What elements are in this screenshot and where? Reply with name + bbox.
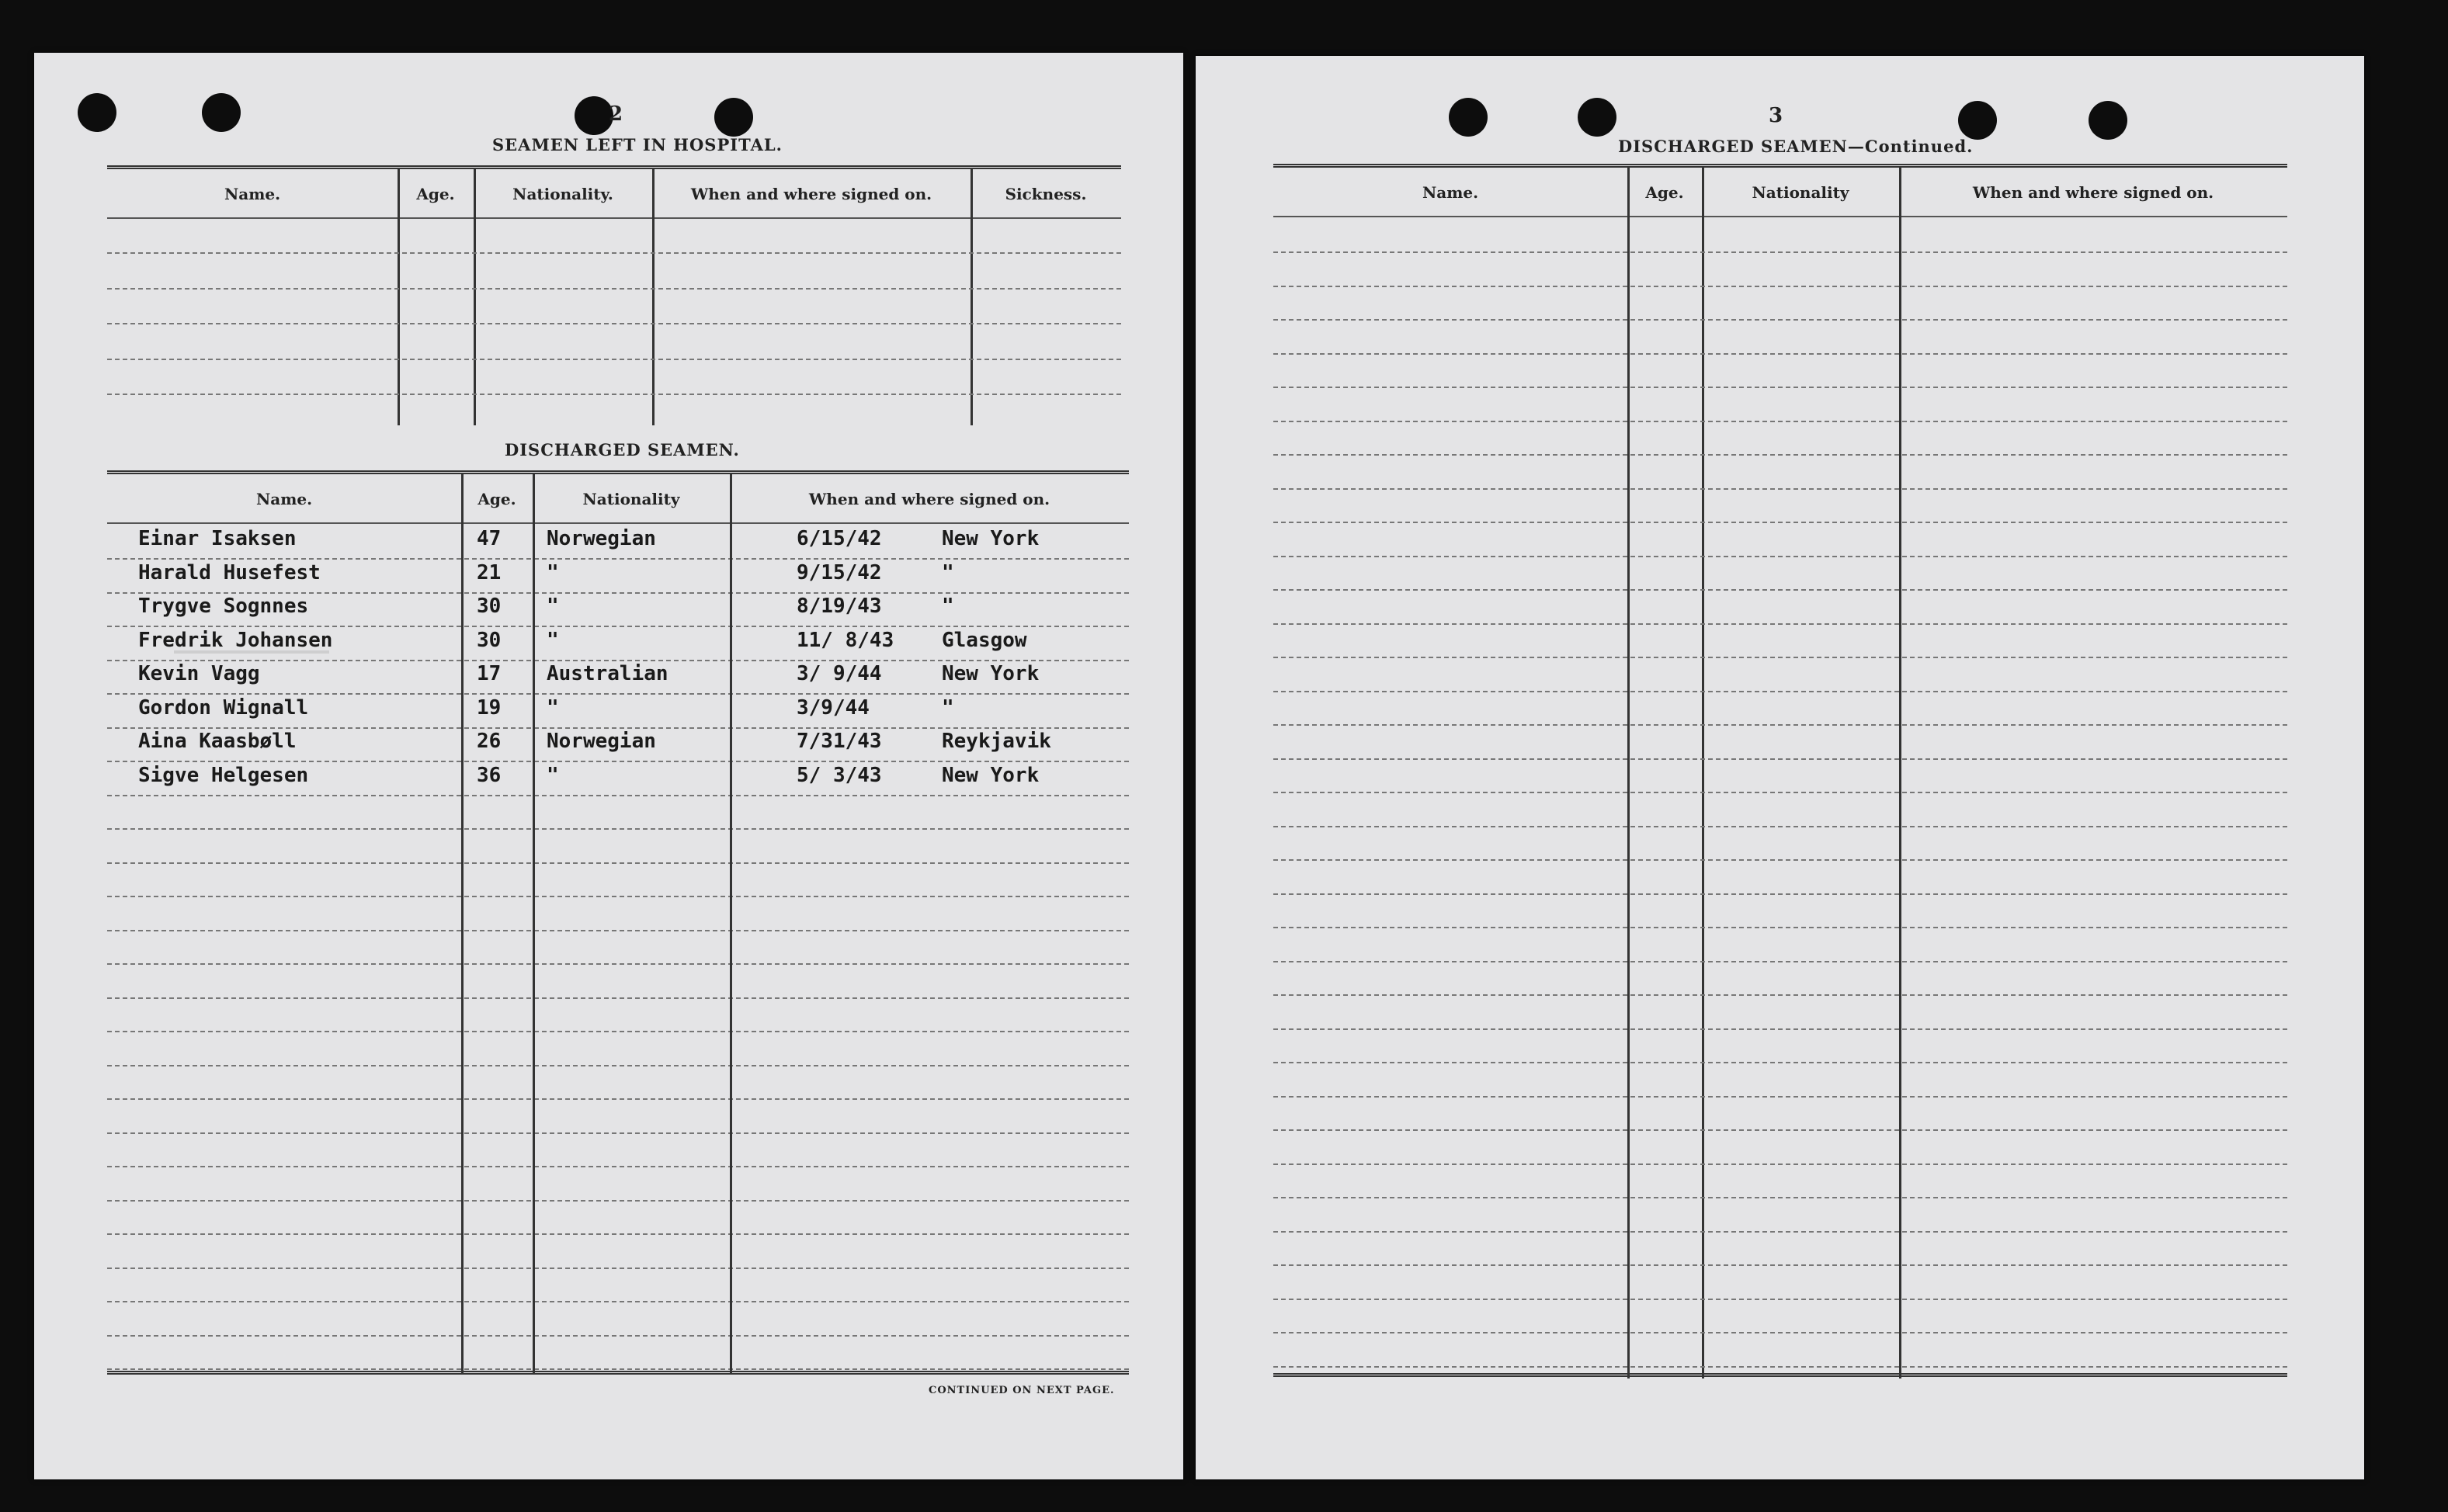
ruled-line — [1273, 691, 2287, 692]
seaman-nationality: " — [547, 560, 559, 584]
signed-on-date: 5/ 3/43 — [797, 763, 882, 787]
signed-on-place: New York — [942, 527, 1040, 550]
discharged-table-header — [107, 474, 1129, 524]
punch-hole — [202, 93, 241, 132]
column-divider — [652, 169, 655, 425]
ruled-line — [1273, 724, 2287, 726]
ruled-line — [1273, 1264, 2287, 1266]
seaman-age: 21 — [477, 560, 502, 584]
bleed-through — [174, 650, 329, 654]
ruled-line — [1273, 1163, 2287, 1165]
table-row — [107, 561, 1129, 592]
signed-on-date: 3/9/44 — [797, 695, 870, 720]
table-bottom-rule — [107, 1371, 1129, 1375]
col-header-nationality: Nationality — [1752, 183, 1849, 202]
seaman-name: Gordon Wignall — [138, 695, 309, 720]
ruled-line — [107, 1335, 1129, 1337]
signed-on-place: " — [942, 595, 954, 618]
ruled-line — [1273, 893, 2287, 895]
punch-hole — [1958, 101, 1997, 140]
table-row — [107, 527, 1129, 558]
seaman-name: Einar Isaksen — [138, 527, 297, 550]
column-divider — [474, 169, 476, 425]
seaman-name: Sigve Helgesen — [138, 763, 309, 787]
punch-hole — [2089, 101, 2127, 140]
ruled-line — [107, 558, 1129, 560]
ruled-line — [107, 693, 1129, 695]
continued-section-title: DISCHARGED SEAMEN—Continued. — [1618, 137, 1974, 156]
col-header-signed-on: When and where signed on. — [690, 185, 932, 203]
col-header-nationality: Nationality — [582, 490, 680, 508]
ruled-line — [107, 997, 1129, 999]
ruled-line — [107, 1368, 1129, 1370]
ruled-line — [107, 1268, 1129, 1269]
page-number: 2 — [609, 102, 623, 126]
ruled-line — [107, 1065, 1129, 1066]
table-row — [107, 595, 1129, 626]
signed-on-place: Glasgow — [942, 628, 1027, 652]
seaman-nationality: Norwegian — [547, 730, 656, 753]
ruled-line — [1273, 859, 2287, 861]
col-header-age: Age. — [416, 185, 455, 203]
seaman-nationality: " — [547, 695, 559, 720]
table-bottom-rule — [1273, 1373, 2287, 1377]
column-divider — [971, 169, 973, 425]
seaman-age: 26 — [477, 730, 502, 753]
hospital-table-header — [107, 169, 1121, 219]
ruled-line — [1273, 927, 2287, 928]
col-header-nationality: Nationality. — [512, 185, 613, 203]
seaman-age: 19 — [477, 695, 502, 720]
ruled-line — [107, 896, 1129, 897]
ruled-line — [107, 359, 1121, 360]
ruled-line — [1273, 1129, 2287, 1131]
ruled-line — [1273, 961, 2287, 962]
column-divider — [398, 169, 400, 425]
ruled-line — [1273, 286, 2287, 287]
col-header-age: Age. — [1645, 183, 1684, 202]
seaman-age: 30 — [477, 595, 502, 618]
ruled-line — [107, 1132, 1129, 1134]
punch-hole — [1449, 98, 1488, 137]
ruled-line — [1273, 1028, 2287, 1030]
seaman-nationality: " — [547, 595, 559, 618]
ruled-line — [1273, 353, 2287, 355]
ruled-line — [107, 1166, 1129, 1167]
page-number: 3 — [1769, 104, 1783, 127]
ruled-line — [107, 1233, 1129, 1235]
ruled-line — [1273, 387, 2287, 388]
seaman-name: Kevin Vagg — [138, 662, 260, 685]
col-header-name: Name. — [1422, 183, 1479, 202]
ruled-line — [1273, 994, 2287, 996]
discharged-table — [107, 470, 1129, 1375]
left-page — [34, 53, 1183, 1479]
punch-hole — [714, 98, 753, 137]
seaman-name: Harald Husefest — [138, 560, 321, 584]
table-row — [107, 629, 1129, 660]
punch-hole — [78, 93, 116, 132]
ruled-line — [107, 795, 1129, 796]
signed-on-date: 11/ 8/43 — [797, 628, 894, 652]
ruled-line — [1273, 1197, 2287, 1198]
col-header-signed-on: When and where signed on. — [1972, 183, 2214, 202]
ruled-line — [107, 1098, 1129, 1100]
seaman-name: Aina Kaasbøll — [138, 730, 297, 753]
ruled-line — [1273, 421, 2287, 422]
ruled-line — [1273, 319, 2287, 321]
seaman-age: 30 — [477, 628, 502, 652]
ruled-line — [107, 761, 1129, 762]
discharged-section-title: DISCHARGED SEAMEN. — [505, 440, 740, 459]
ruled-line — [107, 828, 1129, 830]
col-header-signed-on: When and where signed on. — [808, 490, 1050, 508]
ruled-line — [1273, 251, 2287, 253]
seaman-name: Fredrik Johansen — [138, 628, 333, 652]
signed-on-date: 8/19/43 — [797, 595, 882, 618]
table-row — [107, 696, 1129, 727]
ruled-line — [1273, 1332, 2287, 1333]
ruled-line — [1273, 556, 2287, 557]
ruled-line — [1273, 623, 2287, 625]
hospital-table — [107, 165, 1121, 425]
ruled-line — [1273, 792, 2287, 793]
table-row — [107, 764, 1129, 795]
ruled-line — [107, 862, 1129, 864]
table-row — [107, 662, 1129, 693]
signed-on-date: 6/15/42 — [797, 527, 882, 550]
seaman-age: 36 — [477, 763, 502, 787]
seaman-nationality: " — [547, 763, 559, 787]
signed-on-date: 3/ 9/44 — [797, 662, 882, 685]
ruled-line — [1273, 657, 2287, 658]
discharged-continued-table — [1273, 164, 2287, 1378]
ruled-line — [1273, 1299, 2287, 1300]
signed-on-place: New York — [942, 662, 1040, 685]
signed-on-date: 9/15/42 — [797, 560, 882, 584]
ruled-line — [1273, 758, 2287, 760]
seaman-name: Trygve Sognnes — [138, 595, 309, 618]
ruled-line — [107, 660, 1129, 661]
ruled-line — [1273, 1231, 2287, 1233]
ruled-line — [1273, 1366, 2287, 1368]
punch-hole — [575, 96, 613, 135]
ruled-line — [107, 963, 1129, 965]
ruled-line — [107, 1031, 1129, 1032]
ruled-line — [1273, 1096, 2287, 1098]
signed-on-place: Reykjavik — [942, 730, 1051, 753]
ruled-line — [1273, 1062, 2287, 1063]
ruled-line — [1273, 454, 2287, 456]
punch-hole — [1578, 98, 1616, 137]
ruled-line — [107, 727, 1129, 729]
ruled-line — [107, 394, 1121, 395]
seaman-age: 17 — [477, 662, 502, 685]
col-header-name: Name. — [224, 185, 281, 203]
hospital-section-title: SEAMEN LEFT IN HOSPITAL. — [492, 135, 783, 154]
col-header-sickness: Sickness. — [1005, 185, 1087, 203]
ruled-line — [107, 1301, 1129, 1302]
seaman-nationality: " — [547, 628, 559, 652]
ruled-line — [1273, 589, 2287, 591]
ruled-line — [107, 323, 1121, 324]
right-page — [1196, 56, 2364, 1479]
col-header-age: Age. — [477, 490, 516, 508]
ruled-line — [107, 592, 1129, 594]
ruled-line — [107, 252, 1121, 254]
seaman-age: 47 — [477, 527, 502, 550]
table-row — [107, 730, 1129, 761]
ruled-line — [107, 288, 1121, 290]
col-header-name: Name. — [255, 490, 313, 508]
seaman-nationality: Australian — [547, 662, 668, 685]
ruled-line — [107, 1200, 1129, 1202]
signed-on-place: New York — [942, 763, 1040, 787]
seaman-nationality: Norwegian — [547, 527, 656, 550]
ruled-line — [1273, 826, 2287, 827]
signed-on-place: " — [942, 560, 954, 584]
continued-table-header — [1273, 168, 2287, 217]
signed-on-place: " — [942, 695, 954, 720]
signed-on-date: 7/31/43 — [797, 730, 882, 753]
ruled-line — [107, 930, 1129, 931]
continued-note: CONTINUED ON NEXT PAGE. — [929, 1385, 1115, 1396]
ruled-line — [107, 626, 1129, 627]
ruled-line — [1273, 488, 2287, 490]
ruled-line — [1273, 522, 2287, 523]
